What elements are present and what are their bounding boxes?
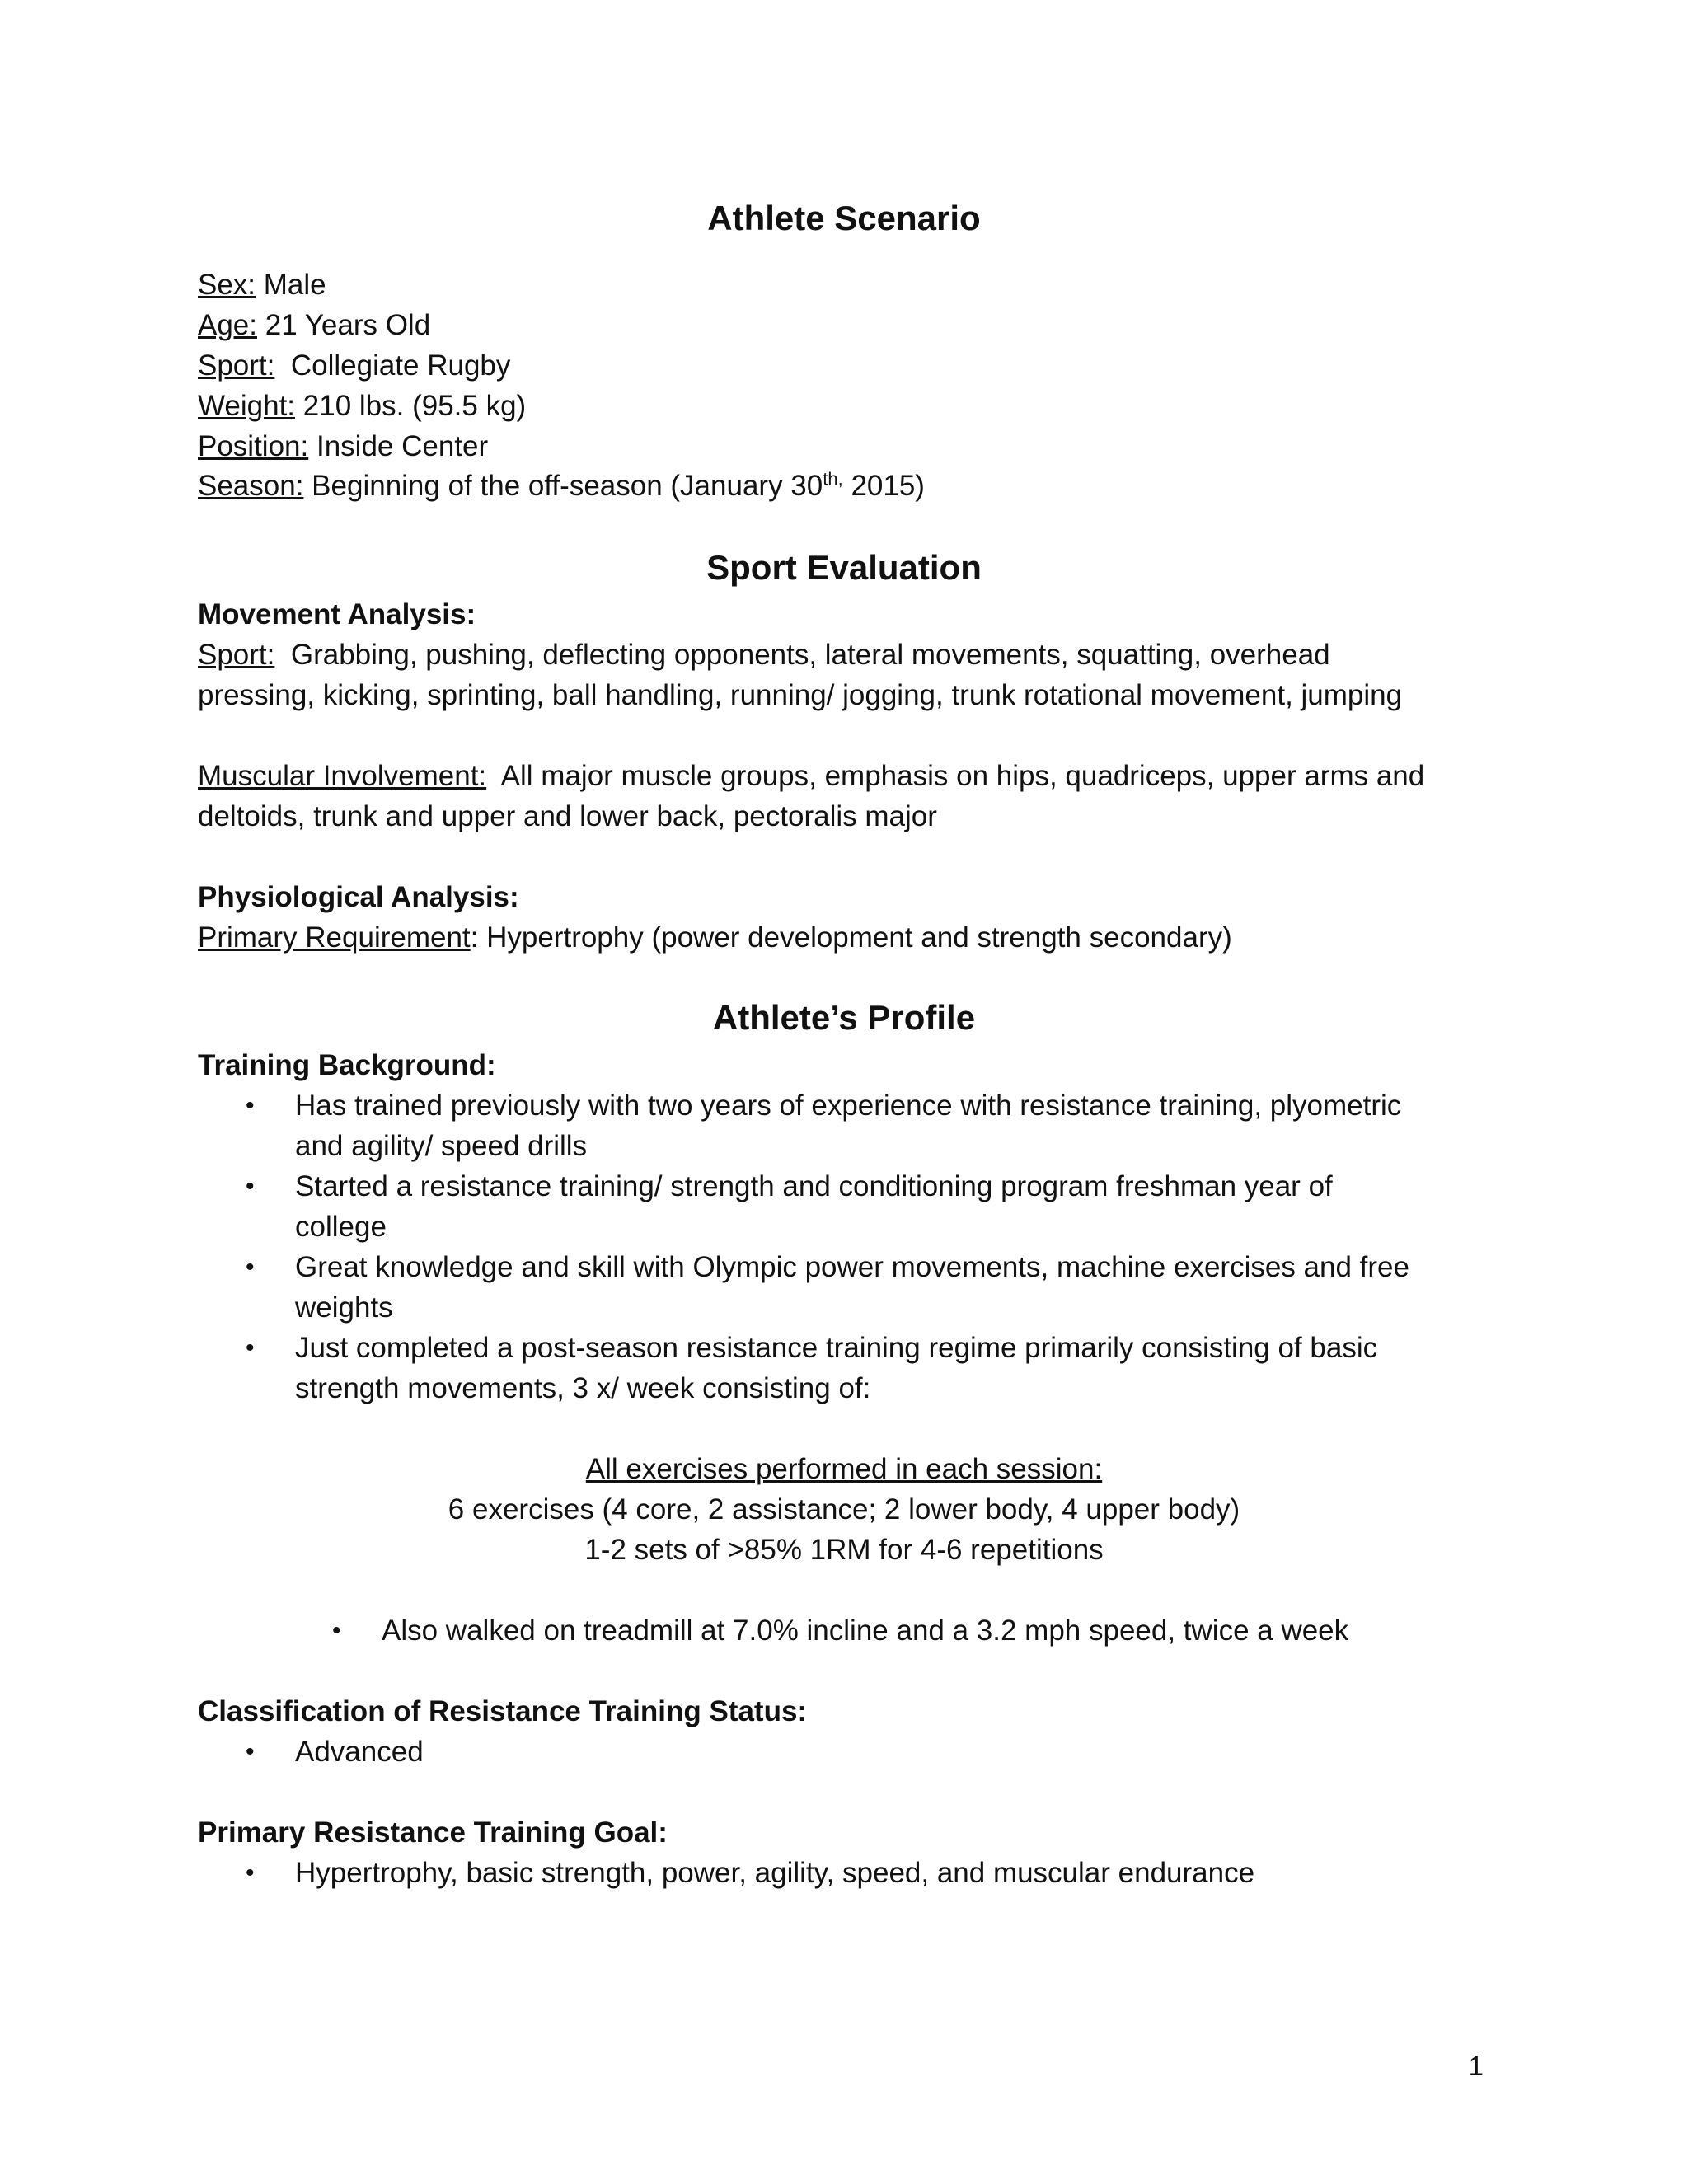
bullet-icon: •: [246, 1738, 255, 1765]
classification-heading: Classification of Resistance Training Status:: [198, 1695, 808, 1727]
bullet-icon: •: [246, 1859, 255, 1886]
bullet-icon: •: [246, 1334, 255, 1361]
training-bullet-2: Started a resistance training/ strength and conditioning program freshman year of: [295, 1170, 1333, 1202]
training-bullet-3-cont: weights: [295, 1291, 393, 1324]
age-label: Age:: [198, 309, 257, 341]
page-title: Athlete Scenario: [707, 199, 981, 237]
muscular-involvement-line-2: deltoids, trunk and upper and lower back, pectoralis major: [198, 800, 937, 832]
muscular-involvement-line: [198, 758, 1424, 794]
position-value: Inside Center: [316, 430, 489, 462]
session-line-2: 1-2 sets of >85% 1RM for 4-6 repetitions: [584, 1534, 1104, 1566]
treadmill-bullet: Also walked on treadmill at 7.0% incline and a 3.2 mph speed, twice a week: [382, 1615, 1349, 1647]
session-heading-text: All exercises performed in each session:: [585, 1453, 1103, 1485]
session-line-1: 6 exercises (4 core, 2 assistance; 2 lower body, 4 upper body): [448, 1493, 1240, 1526]
physiological-analysis-heading: Physiological Analysis:: [198, 881, 519, 913]
season-superscript: th,: [823, 468, 843, 490]
movement-analysis-heading: Movement Analysis:: [198, 598, 476, 630]
bullet-icon: •: [246, 1173, 255, 1200]
sport-label: Sport:: [198, 349, 275, 382]
primary-requirement-value: : Hypertrophy (power development and strength secondary): [470, 921, 1232, 954]
bullet-icon: •: [246, 1092, 255, 1119]
sport-line: [198, 348, 510, 384]
season-line: [198, 468, 925, 504]
age-value: 21 Years Old: [265, 309, 431, 341]
weight-label: Weight:: [198, 390, 296, 422]
training-bullet-3: Great knowledge and skill with Olympic power movements, machine exercises and free: [295, 1251, 1409, 1283]
season-year: 2015): [851, 470, 925, 502]
bullet-icon: •: [332, 1617, 341, 1644]
season-label: Season:: [198, 470, 304, 502]
athlete-profile-heading: Athlete’s Profile: [712, 998, 976, 1037]
position-line: [198, 429, 488, 465]
movement-sport-line: [198, 637, 1330, 673]
age-line: [198, 307, 430, 344]
season-value: Beginning of the off-season (January 30: [312, 470, 823, 502]
training-bullet-4: Just completed a post-season resistance training regime primarily consisting of basic: [295, 1332, 1378, 1364]
movement-sport-label: Sport:: [198, 639, 275, 671]
weight-line: [198, 388, 526, 424]
training-bullet-4-cont: strength movements, 3 x/ week consisting of:: [295, 1372, 871, 1404]
goal-heading: Primary Resistance Training Goal:: [198, 1816, 668, 1849]
movement-sport-text: Grabbing, pushing, deflecting opponents, lateral movements, squatting, overhead: [290, 639, 1330, 671]
session-heading: [0, 1451, 1688, 1488]
sex-line: [198, 267, 326, 303]
goal-value: Hypertrophy, basic strength, power, agility, speed, and muscular endurance: [295, 1857, 1255, 1889]
position-label: Position:: [198, 430, 309, 462]
sport-value: Collegiate Rugby: [290, 349, 511, 382]
training-background-heading: Training Background:: [198, 1049, 496, 1081]
muscular-involvement-label: Muscular Involvement:: [198, 760, 487, 792]
page-number: 1: [1468, 2050, 1484, 2081]
bullet-icon: •: [246, 1254, 255, 1281]
muscular-involvement-text: All major muscle groups, emphasis on hips, quadriceps, upper arms and: [500, 760, 1425, 792]
training-bullet-1-cont: and agility/ speed drills: [295, 1130, 588, 1162]
movement-sport-line-2: pressing, kicking, sprinting, ball handling, running/ jogging, trunk rotational movement, jumping: [198, 679, 1403, 711]
primary-requirement-label: Primary Requirement: [198, 921, 471, 954]
training-bullet-1: Has trained previously with two years of experience with resistance training, plyometric: [295, 1090, 1402, 1122]
weight-value: 210 lbs. (95.5 kg): [302, 390, 527, 422]
classification-value: Advanced: [295, 1736, 424, 1768]
sport-evaluation-heading: Sport Evaluation: [706, 548, 982, 587]
sex-value: Male: [263, 269, 326, 301]
sex-label: Sex:: [198, 269, 256, 301]
primary-requirement-line: [198, 920, 1232, 956]
training-bullet-2-cont: college: [295, 1211, 387, 1243]
